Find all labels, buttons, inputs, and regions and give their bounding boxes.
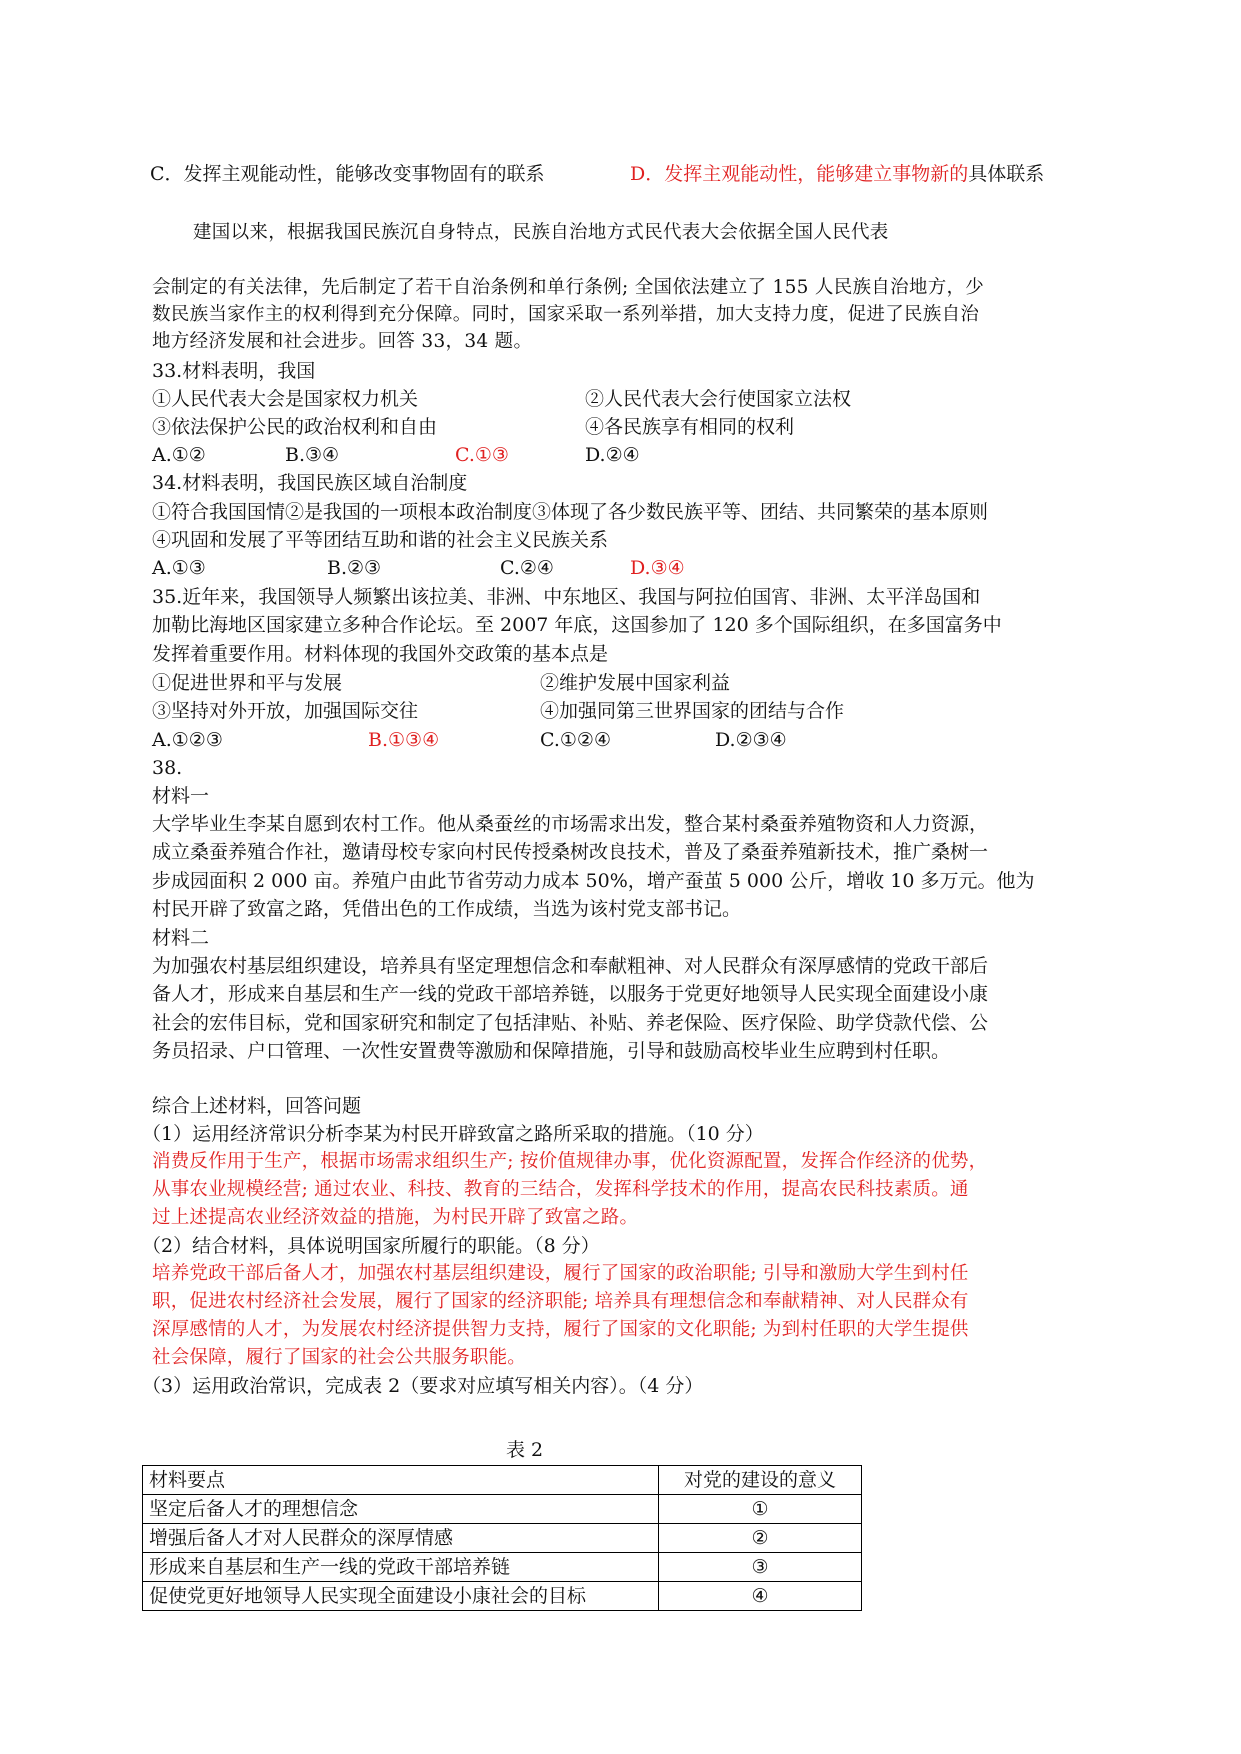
material-2-line-1: 为加强农村基层组织建设，培养具有坚定理想信念和奉献粗神、对人民群众有深厚感情的党政干部后 (152, 955, 989, 977)
material-1-line-4: 村民开辟了致富之路，凭借出色的工作成绩，当选为该村党支部书记。 (152, 898, 742, 920)
q33-item-4: ④各民族享有相同的权利 (585, 416, 795, 438)
material-2-line-2: 备人才，形成来自基层和生产一线的党政干部培养链，以服务于党更好地领导人民实现全面建设小康 (152, 983, 989, 1005)
answer-2-line-3: 深厚感情的人才，为发展农村经济提供智力支持，履行了国家的文化职能; 为到村任职的大学生提供 (152, 1319, 969, 1340)
q32-option-c: C．发挥主观能动性，能够改变事物固有的联系 (150, 163, 545, 185)
q35-option-b-answer: B.①③④ (368, 729, 440, 751)
table-cell-answer-slot: ② (659, 1524, 862, 1553)
table-row (143, 1582, 862, 1611)
q32-option-d-highlight: D．发挥主观能动性，能够建立事物新的 (630, 163, 969, 185)
q35-item-3: ③坚持对外开放，加强国际交往 (152, 700, 419, 722)
q34-stem: 34.材料表明，我国民族区域自治制度 (152, 472, 468, 494)
table-header-significance: 对党的建设的意义 (659, 1466, 862, 1495)
q35-option-a: A.①②③ (152, 729, 223, 751)
q35-line-2: 加勒比海地区国家建立多种合作论坛。至 2007 年底，这国参加了 120 多个国际组织，在多国富务中 (152, 614, 1002, 636)
q38-sub-question-1: （1）运用经济常识分析李某为村民开辟致富之路所采取的措施。（10 分） (142, 1123, 764, 1145)
table-cell-answer-slot: ③ (659, 1553, 862, 1582)
q33-option-a: A.①② (152, 444, 206, 466)
table-header-row (143, 1466, 862, 1495)
table-row (143, 1495, 862, 1524)
table-header-material-points: 材料要点 (143, 1466, 659, 1495)
q33-item-3: ③依法保护公民的政治权利和自由 (152, 416, 438, 438)
q34-option-c: C.②④ (500, 557, 554, 579)
q34-option-b: B.②③ (327, 557, 382, 579)
answer-1-line-3: 过上述提高农业经济效益的措施，为村民开辟了致富之路。 (152, 1207, 639, 1228)
q35-option-c: C.①②④ (540, 729, 611, 751)
table-cell-point: 形成来自基层和生产一线的党政干部培养链 (143, 1553, 659, 1582)
q34-line-2: ④巩固和发展了平等团结互助和谐的社会主义民族关系 (152, 529, 609, 551)
q33-option-c-answer: C.①③ (455, 444, 509, 466)
table-cell-answer-slot: ④ (659, 1582, 862, 1611)
q33-stem: 33.材料表明，我国 (152, 360, 316, 382)
table-row (143, 1524, 862, 1553)
passage-line-3: 数民族当家作主的权利得到充分保障。同时，国家采取一系列举措，加大支持力度，促进了民族自治 (152, 304, 980, 325)
q38-number: 38. (152, 757, 183, 779)
answer-1-line-1: 消费反作用于生产，根据市场需求组织生产; 按价值规律办事，优化资源配置，发挥合作经济的优势， (152, 1151, 988, 1172)
q33-option-d: D.②④ (585, 444, 640, 466)
q35-item-1: ①促进世界和平与发展 (152, 672, 343, 694)
q35-line-3: 发挥着重要作用。材料体现的我国外交政策的基本点是 (152, 643, 609, 665)
material-2-line-4: 务员招录、户口管理、一次性安置费等激励和保障措施，引导和鼓励高校毕业生应聘到村任职。 (152, 1040, 951, 1062)
material-2-title: 材料二 (152, 927, 210, 949)
table-2-caption: 表 2 (506, 1439, 544, 1461)
q35-option-d: D.②③④ (715, 729, 787, 751)
q33-item-1: ①人民代表大会是国家权力机关 (152, 388, 419, 410)
q33-option-b: B.③④ (285, 444, 340, 466)
material-1-line-2: 成立桑蚕养殖合作社，邀请母校专家向村民传授桑树改良技术，普及了桑蚕养殖新技术，推广桑树一 (152, 841, 989, 863)
answer-2-line-2: 职，促进农村经济社会发展，履行了国家的经济职能; 培养具有理想信念和奉献精神、对人民群众有 (152, 1291, 969, 1312)
material-1-title: 材料一 (152, 785, 210, 807)
q35-line-1: 35.近年来，我国领导人频繁出该拉美、非洲、中东地区、我国与阿拉伯国宵、非洲、太平洋岛国和 (152, 586, 981, 608)
q35-item-4: ④加强同第三世界国家的团结与合作 (540, 700, 845, 722)
answer-2-line-4: 社会保障，履行了国家的社会公共服务职能。 (152, 1347, 527, 1368)
material-1-line-1: 大学毕业生李某自愿到农村工作。他从桑蚕丝的市场需求出发，整合某村桑蚕养殖物资和人力资源， (152, 813, 989, 835)
answer-2-line-1: 培养党政干部后备人才，加强农村基层组织建设，履行了国家的政治职能; 引导和激励大学生到村任 (152, 1263, 969, 1284)
table-cell-point: 增强后备人才对人民群众的深厚情感 (143, 1524, 659, 1553)
q38-sub-question-2: （2）结合材料，具体说明国家所履行的职能。（8 分） (142, 1235, 600, 1257)
passage-line-1: 建国以来，根据我国民族沉自身特点，民族自治地方式民代表大会依据全国人民代表 (193, 222, 889, 243)
q32-option-d (630, 161, 1044, 187)
q38-prompt: 综合上述材料，回答问题 (152, 1095, 362, 1117)
q34-line-1: ①符合我国国情②是我国的一项根本政治制度③体现了各少数民族平等、团结、共同繁荣的基本原则 (152, 501, 989, 523)
table-row (143, 1553, 862, 1582)
passage-line-2: 会制定的有关法律，先后制定了若干自治条例和单行条例; 全国依法建立了 155 人民族自治地方，少 (152, 277, 985, 298)
q33-item-2: ②人民代表大会行使国家立法权 (585, 388, 852, 410)
table-cell-answer-slot: ① (659, 1495, 862, 1524)
q34-option-a: A.①③ (152, 557, 206, 579)
passage-line-4: 地方经济发展和社会进步。回答 33，34 题。 (152, 331, 533, 352)
q38-sub-question-3: （3）运用政治常识，完成表 2（要求对应填写相关内容）。（4 分） (142, 1375, 704, 1397)
q34-option-d-answer: D.③④ (630, 557, 685, 579)
answer-1-line-2: 从事农业规模经营; 通过农业、科技、教育的三结合，发挥科学技术的作用，提高农民科技素质。通 (152, 1179, 969, 1200)
q35-item-2: ②维护发展中国家利益 (540, 672, 731, 694)
table-cell-point: 促使党更好地领导人民实现全面建设小康社会的目标 (143, 1582, 659, 1611)
table-cell-point: 坚定后备人才的理想信念 (143, 1495, 659, 1524)
q32-option-d-rest: 具体联系 (968, 163, 1045, 185)
table-2 (142, 1465, 862, 1611)
material-1-line-3: 步成园面积 2 000 亩。养殖户由此节省劳动力成本 50%，增产蚕茧 5 000 公斤，增收 10 多万元。他为 (152, 870, 1035, 892)
material-2-line-3: 社会的宏伟目标，党和国家研究和制定了包括津贴、补贴、养老保险、医疗保险、助学贷款代偿、公 (152, 1012, 989, 1034)
